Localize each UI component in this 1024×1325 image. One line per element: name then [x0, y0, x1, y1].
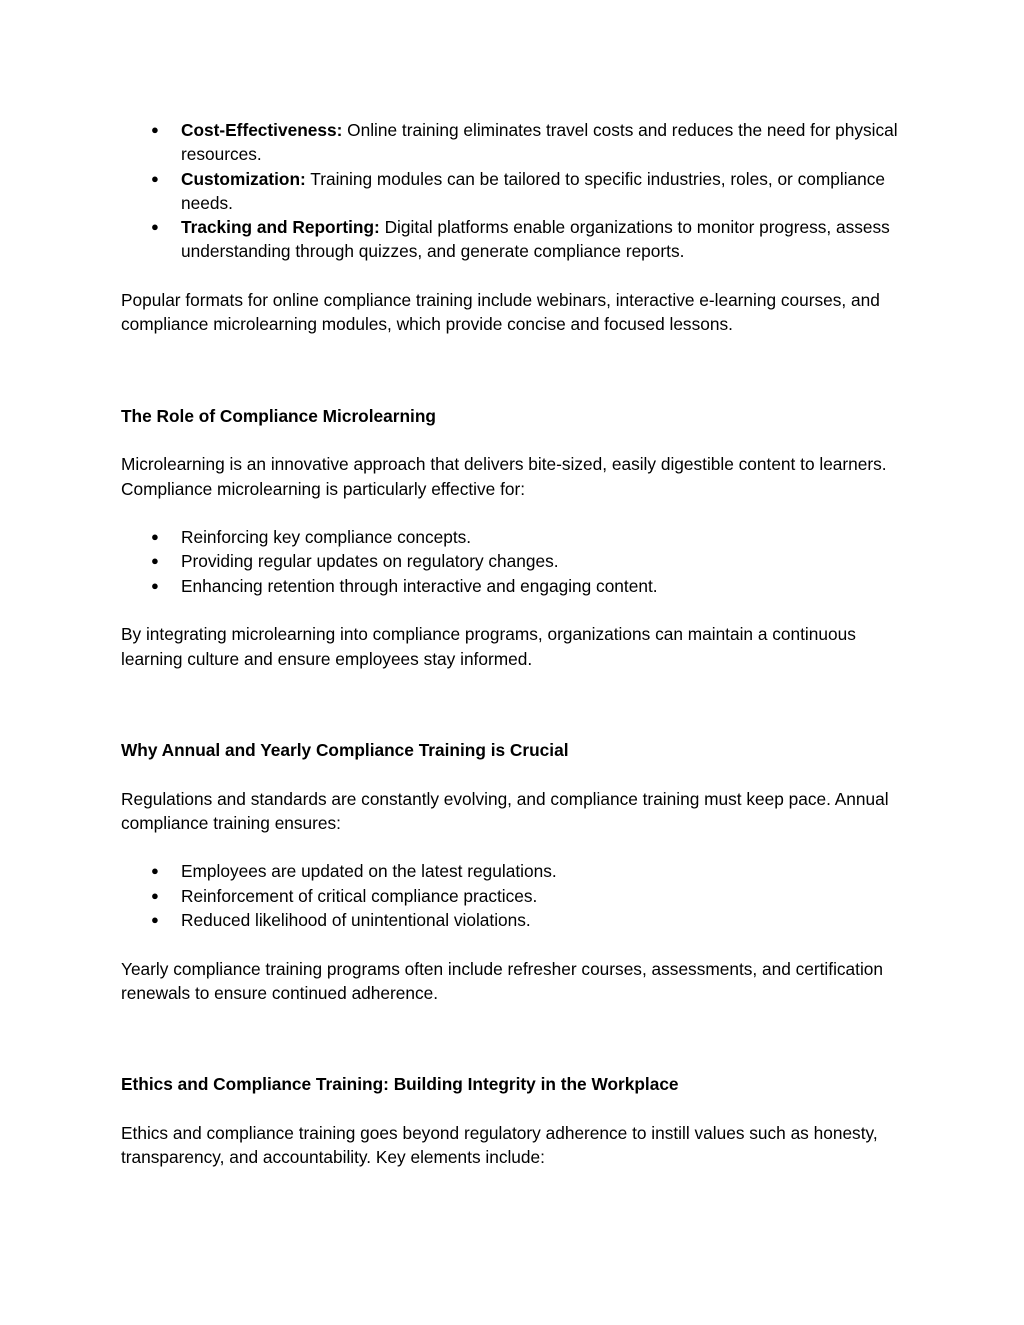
bullet-icon: ● — [151, 553, 159, 569]
list-item — [121, 574, 911, 598]
annual-list — [121, 859, 911, 932]
annual-outro: Yearly compliance training programs often include refresher courses, assessments, and certification renewals to ensure continued adherence. — [121, 958, 884, 1003]
list-item-text: Digital platforms enable organizations to monitor progress, assess understanding through quizzes, and generate compliance reports. — [181, 217, 890, 262]
bullet-icon: ● — [151, 529, 159, 545]
list-item — [121, 549, 911, 573]
ethics-intro: Ethics and compliance training goes beyond regulatory adherence to instill values such as honesty, transparency, and accountability. Key elements include: — [121, 1122, 878, 1168]
bullet-icon: ● — [151, 170, 159, 186]
section-heading-ethics: Ethics and Compliance Training: Building Integrity in the Workplace — [121, 1074, 679, 1095]
list-item-text: Enhancing retention through interactive and engaging content. — [181, 575, 658, 596]
formats-paragraph: Popular formats for online compliance training include webinars, interactive e-learning courses, and compliance microlearning modules, which provide concise and focused lessons. — [121, 290, 880, 335]
microlearning-intro: Microlearning is an innovative approach that delivers bite-sized, easily digestible content to learners. Compliance microlearning is particularly effective for: — [121, 454, 887, 499]
list-item-term: Customization: — [181, 168, 306, 189]
list-item-text: Online training eliminates travel costs and reduces the need for physical resources. — [181, 120, 898, 165]
microlearning-outro: By integrating microlearning into compliance programs, organizations can maintain a continuous learning culture and ensure employees stay informed. — [121, 624, 856, 669]
list-item-text: Reinforcement of critical compliance practices. — [181, 885, 538, 906]
document-page — [121, 118, 911, 1169]
bullet-icon: ● — [151, 122, 159, 137]
section-heading-annual: Why Annual and Yearly Compliance Training is Crucial — [121, 739, 569, 760]
list-item-text: Providing regular updates on regulatory changes. — [181, 551, 559, 572]
list-item — [121, 525, 911, 549]
list-item-term: Tracking and Reporting: — [181, 217, 380, 238]
microlearning-list — [121, 525, 911, 598]
benefits-list — [121, 118, 911, 264]
list-item — [121, 908, 911, 932]
list-item — [121, 215, 911, 264]
list-item — [121, 859, 911, 883]
bullet-icon: ● — [151, 912, 159, 928]
list-item-text: Reinforcing key compliance concepts. — [181, 527, 472, 548]
list-item-text: Training modules can be tailored to specific industries, roles, or compliance needs. — [181, 168, 886, 213]
list-item-term: Cost-Effectiveness: — [181, 120, 343, 140]
bullet-icon: ● — [151, 863, 159, 879]
annual-intro: Regulations and standards are constantly evolving, and compliance training must keep pace. Annual compliance training ensures: — [121, 788, 889, 833]
bullet-icon: ● — [151, 887, 159, 903]
bullet-icon: ● — [151, 219, 159, 235]
list-item-text: Reduced likelihood of unintentional violations. — [181, 910, 531, 931]
list-item-text: Employees are updated on the latest regulations. — [181, 861, 557, 882]
list-item — [121, 118, 911, 167]
list-item — [121, 884, 911, 908]
section-heading-microlearning: The Role of Compliance Microlearning — [121, 405, 436, 426]
bullet-icon: ● — [151, 577, 159, 593]
list-item — [121, 167, 911, 216]
